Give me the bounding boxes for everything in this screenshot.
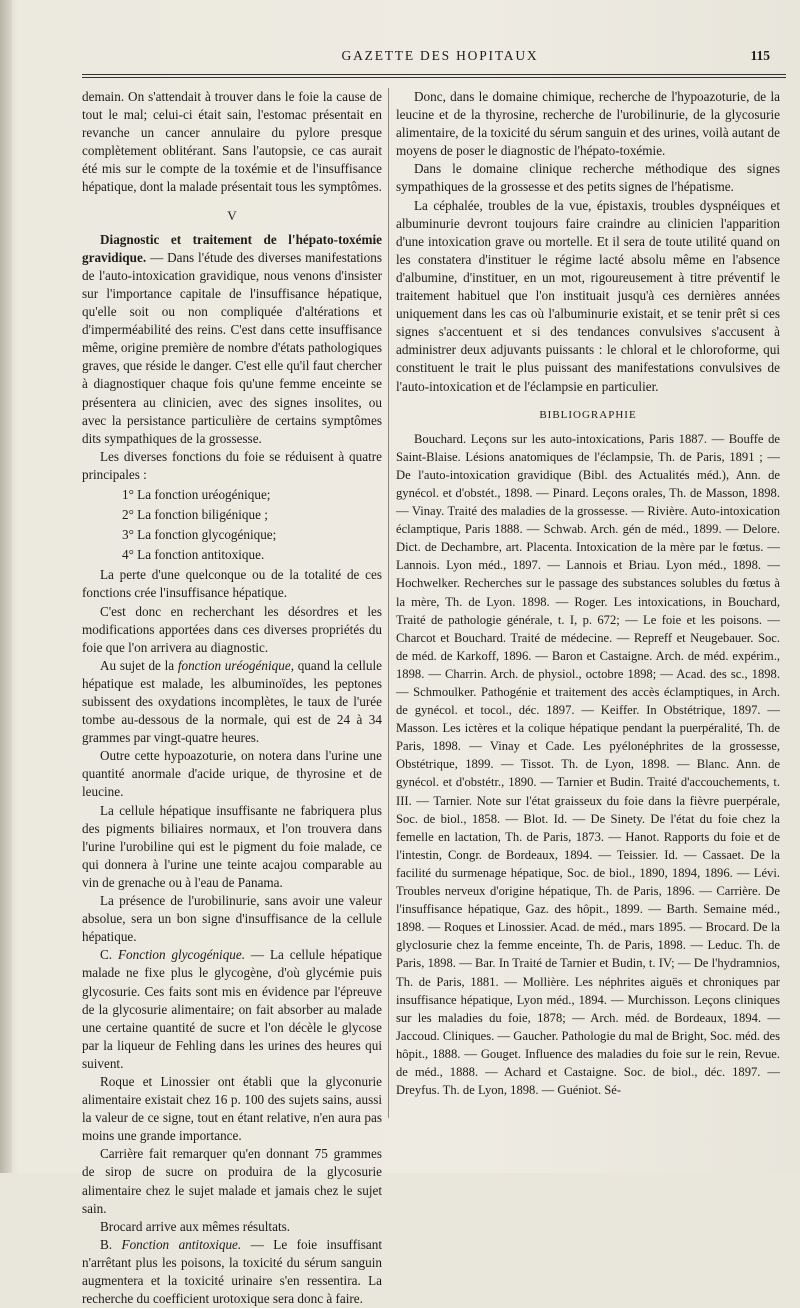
list-item: 2° La fonction biligénique ; — [122, 507, 268, 523]
text-run: — La cellule hépatique malade ne fixe plus le glycogène, d'où glycémie puis glycosurie. Ces faits sont mis en évidence par l'épreuve de la glycosurie alimentaire; on fait absorber au malade une certaine quantité de sucre et l'on décèle le glycose par la liqueur de Fehling dans les urines des heures qui suivent. — [82, 947, 382, 1071]
paragraph: C'est donc en recherchant les désordres et les modifications apportées dans ces diverses propriétés du foie que l'on arrivera au diagnostic. — [82, 603, 382, 655]
paragraph: demain. On s'attendait à trouver dans le foie la cause de tout le mal; celui-ci était sain, l'estomac présentait en revanche un cancer annulaire du pylore presque complètement oblitérant. Sans l'autopsie, ce cas aurait été mis sur le compte de la toxémie et de l'insuffisance hépatique, dont la malade présentait tous les symptômes. — [82, 89, 382, 195]
list-item: 4° La fonction antitoxique. — [122, 547, 265, 563]
section-number: V — [227, 207, 237, 223]
header-rule — [82, 74, 786, 75]
text-run: C. — [100, 947, 118, 963]
paragraph: La perte d'une quelconque ou de la totalité de ces fonctions crée l'insuffisance hépatique. — [82, 567, 382, 601]
paragraph: Les diverses fonctions du foie se réduisent à quatre principales : — [82, 448, 382, 482]
paragraph — [82, 946, 382, 1073]
section-title: Diagnostic et traitement de l'hépato-toxémie gravidique. — [82, 231, 382, 265]
left-column — [82, 88, 382, 1308]
section-text: — Dans l'étude des diverses manifestations de l'auto-intoxication gravidique, nous venons d'insister sur l'importance capitale de l'insuffisance hépatique, qu'elle soit ou non compliquée d'altérations et d'imperméabilité des reins. C'est dans cette insuffisance même, origine première de nombre d'états pathologiques graves, que réside le danger. C'est elle qu'il faut chercher à diagnostiquer chaque fois qu'une femme enceinte se présentera au clinicien, avec des signes insolites, ou avec la persistance particulière de certains symptômes dits sympathiques de la grossesse. — [82, 249, 382, 446]
text-run: B. — [100, 1236, 122, 1252]
list-item: 3° La fonction glycogénique; — [122, 527, 277, 543]
column-divider — [388, 88, 389, 1118]
header-rule-double — [82, 77, 786, 78]
section-paragraph — [82, 231, 382, 448]
paragraph: Roque et Linossier ont établi que la glyconurie alimentaire existait chez 16 p. 100 des sujets sains, aussi la valeur de ce signe, tout en étant relative, n'en aura pas moins une grande importance. — [82, 1073, 382, 1144]
paragraph: La présence de l'urobilinurie, sans avoir une valeur absolue, sera un bon signe d'insuffisance de la cellule hépatique. — [82, 893, 382, 945]
text-run: , quand la cellule hépatique est malade, les albuminoïdes, les peptones subissent des oxydations incomplètes, le taux de l'urée tombe au-dessous de la normale, qui est de 24 à 34 grammes par vingt-quatre heures. — [82, 657, 383, 746]
paragraph: Brocard arrive aux mêmes résultats. — [100, 1218, 291, 1234]
bibliography-heading: BIBLIOGRAPHIE — [539, 408, 637, 421]
paragraph: Outre cette hypoazoturie, on notera dans l'urine une quantité anormale d'acide urique, de thyrosine et de leucine. — [82, 748, 382, 800]
paragraph: La cellule hépatique insuffisante ne fabriquera plus des pigments biliaires normaux, et l'on trouvera dans l'urine l'urobiline qui est le pigment du foie malade, ce qui donnera à l'urine une teinte acajou comparable au vin de grenache ou à l'eau de Panama. — [82, 802, 382, 890]
page-header — [90, 48, 780, 72]
paragraph: Carrière fait remarquer qu'en donnant 75 grammes de sirop de sucre on produira de la glycosurie alimentaire chez le sujet malade et jamais chez le sujet sain. — [82, 1146, 382, 1216]
bibliography: Bouchard. Leçons sur les auto-intoxications, Paris 1887. — Bouffe de Saint-Blaise. Lésions anatomiques de l'éclampsie, Th. de Paris, 1891 ; — De l'auto-intoxication gravidique (Bibl. des Actualités méd.), Ann. de gynécol. et d'obstét., 1898. — Pinard. Leçons orales, Th. de Masson, 1898. — Vinay. Traité des maladies de la grossesse. — Rivière. Auto-intoxication éclamptique, Paris 1888. — Schwab. Arch. gén de méd., 1899. — Delore. Dict. de Dechambre, art. Placenta. Intoxication de la mère par le fœtus. — Lannois. Lyon méd., 1897. — Lannois et Briau. Lyon méd., 1898. — Hochwelker. Recherches sur le passage des substances solubles du fœtus à la mère, Th. de Lyon. 1898. — Roger. Les intoxications, in Bouchard, Traité de pathologie générale, t. I, p. 672; — Le foie et les poisons. — Charcot et Bouchard. Traité de médecine. — Repreff et Neugebauer. Soc. de méd. de Karkoff, 1896. — Baron et Castaigne. Arch. de méd. expérim., 1898. — Charrin. Arch. de physiol., octobre 1898; — Acad. des sc., 1898. — Schmoulker. Pathogénie et traitement des accès éclamptiques, in Arch. de gynécol. et tocol., déc. 1897. — Keiffer. In Obstétrique, 1897. — Masson. Les ictères et la colique hépatique pendant la puerpéralité, Th. de Paris, 1898. — Vinay et Cade. Les pyélonéphrites de la grossesse, Obstétrique, 1899. — Tissot. Th. de Lyon, 1898. — Blanc. Ann. de gynécol. et d'obstétr., 1890. — Tarnier et Budin. Traité d'accouchements, t. III. — Tarnier. Note sur l'état graisseux du foie dans la fièvre puerpérale, Soc. de biol., 1858. — Blot. Id. — De Sinety. De l'état du foie chez la femelle en lactation, Th. de Paris, 1873. — Hanot. Rapports du foie et de l'intestin, Congr. de Bordeaux, 1894. — Teissier. Id. — Cassaet. De la facilité du surmenage hépatique, Soc. de biol., 1890, 1894, 1896. — Lévi. Troubles nerveux d'origine hépatique, Th. de Paris, 1896. — Carrière. De l'insuffisance hépatique, Gaz. des hôpit., 1899. — Barth. Semaine méd., 1898. — Roques et Linossier. Acad. de méd., mars 1895. — Brocard. De la glyclosurie chez la femme enceinte, Th. de Paris, 1898. — Leduc. Th. de Paris, 1898. — Bar. In Traité de Tarnier et Budin, t. IV; — De l'hydramnios, Th. de Paris, 1881. — Mollière. Les néphrites aiguës et chroniques par insuffisance hépatique, Lyon méd., 1894. — Murchisson. Leçons cliniques sur les maladies du foie, 1878; — Arch. méd. de Bordeaux, 1894. — Jaccoud. Cliniques. — Gaucher. Pathologie du mal de Bright, Soc. méd. des hôpit., 1888. — Gouget. Influence des maladies du foie sur le rein, Revue. de méd., 1888. — Achard et Castaigne. Soc. de biol., déc. 1897. — Dreyfus. Th. de Lyon, 1898. — Guéniot. Sé- — [396, 431, 780, 1098]
function-list — [82, 486, 382, 564]
list-item: 1° La fonction uréogénique; — [122, 486, 271, 502]
paragraph — [82, 1236, 382, 1308]
text-run: — Le foie insuffisant n'arrêtant plus les poisons, la toxicité du sérum sanguin augmentera et la toxicité urinaire s'en ressentira. La recherche du coefficient urotoxique sera donc à faire. — [82, 1236, 382, 1307]
italic-run: fonction uréogénique — [177, 657, 291, 673]
paragraph: Donc, dans le domaine chimique, recherche de l'hypoazoturie, de la leucine et de la thyrosine, recherche de l'urobilinurie, de la glycosurie alimentaire, de la toxicité du sérum sanguin et des urines, voilà autant de moyens de poser le diagnostic de l'hépato-toxémie. — [396, 89, 780, 159]
paragraph — [82, 657, 382, 747]
binding-edge — [0, 0, 12, 1173]
italic-run: Fonction glycogénique. — [117, 947, 246, 963]
running-title: GAZETTE DES HOPITAUX — [341, 48, 539, 63]
paragraph: Dans le domaine clinique recherche méthodique des signes sympathiques de la grossesse et des petits signes de l'hépatisme. — [396, 161, 780, 195]
paragraph: La céphalée, troubles de la vue, épistaxis, troubles dyspnéiques et albuminurie devront toujours faire craindre au clinicien l'apparition d'une intoxication grave ou mortelle. Et il sera de toute utilité quand on les constatera d'instituer le régime lacté absolu même en l'absence d'albumine, d'instituer, en un mot, rigoureusement à titre préventif le traitement habituel que l'on instituait jusqu'à ces dernières années uniquement dans les cas où l'albuminurie existait, et se tenir prêt si ces signes s'accentuent et si des tendances convulsives s'accusent à administrer deux adjuvants puissants : le chloral et le chloroforme, qui constituent le trait le plus puissant des manifestations convulsives de l'auto-intoxication et de l'éclampsie en particulier. — [396, 197, 780, 394]
page-number: 115 — [750, 48, 770, 63]
right-column — [396, 88, 780, 1099]
text-run: Au sujet de la — [100, 657, 178, 673]
italic-run: Fonction antitoxique. — [121, 1236, 242, 1252]
